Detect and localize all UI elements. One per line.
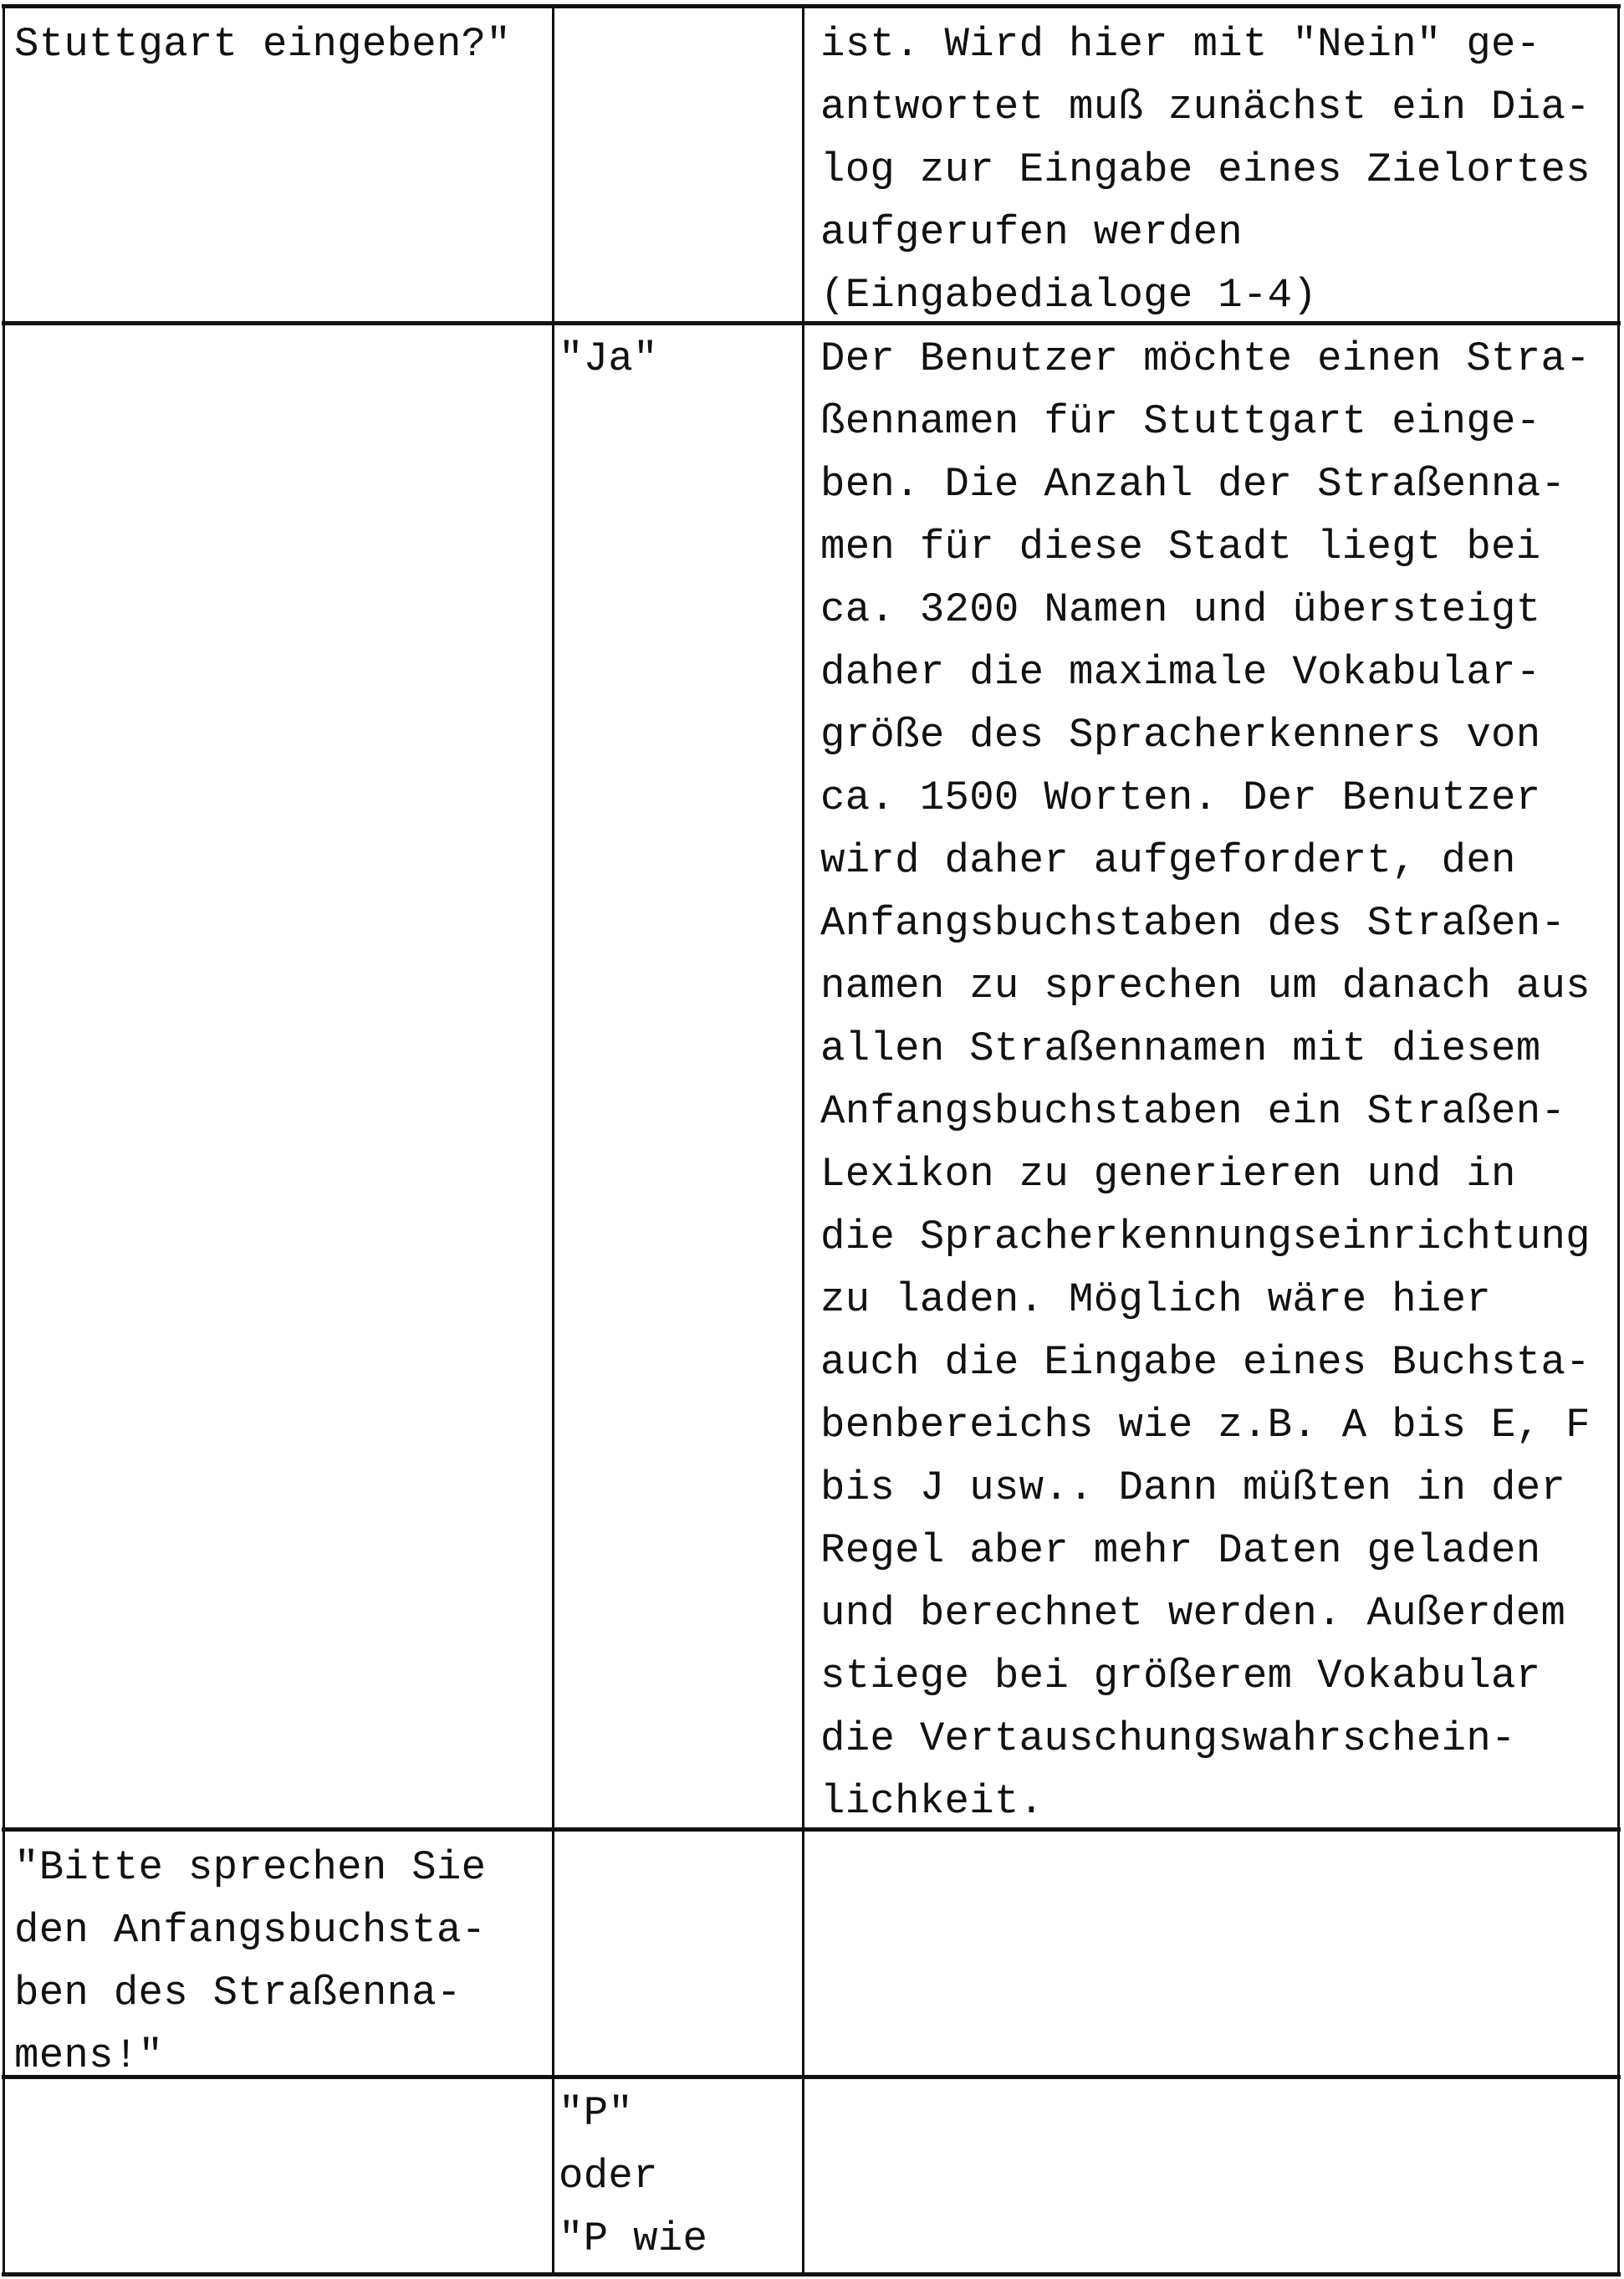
- text-line: ßennamen für Stuttgart einge-: [820, 391, 1591, 453]
- text-line: wird daher aufgefordert, den: [820, 830, 1591, 892]
- row-1-prompt: [14, 13, 511, 76]
- text-line: antwortet muß zunächst ein Dia-: [820, 76, 1591, 139]
- text-line: bis J usw.. Dann müßten in der: [820, 1457, 1591, 1520]
- column-divider: [802, 4, 804, 2276]
- text-line: ca. 3200 Namen und übersteigt: [820, 579, 1591, 641]
- text-line: aufgerufen werden: [820, 202, 1591, 264]
- table-border-left: [3, 4, 5, 2276]
- table-border-bottom: [2, 2272, 1621, 2276]
- text-line: daher die maximale Vokabular-: [820, 641, 1591, 704]
- text-line: auch die Eingabe eines Buchsta-: [820, 1331, 1591, 1394]
- text-line: oder: [559, 2145, 707, 2208]
- table-border-top: [2, 4, 1621, 8]
- text-line: ben. Die Anzahl der Straßenna-: [820, 453, 1591, 516]
- text-line: mens!": [14, 2025, 486, 2087]
- text-line: Stuttgart eingeben?": [14, 13, 511, 76]
- column-divider: [552, 4, 554, 2276]
- text-line: "Ja": [559, 328, 658, 391]
- text-line: log zur Eingabe eines Zielortes: [820, 139, 1591, 202]
- text-line: Der Benutzer möchte einen Stra-: [820, 328, 1591, 391]
- text-line: die Spracherkennungseinrichtung: [820, 1206, 1591, 1269]
- text-line: zu laden. Möglich wäre hier: [820, 1269, 1591, 1331]
- row-3-prompt: [14, 1837, 486, 2087]
- text-line: Regel aber mehr Daten geladen: [820, 1520, 1591, 1582]
- text-line: lichkeit.: [820, 1771, 1591, 1833]
- row-1-comment: [820, 13, 1591, 327]
- text-line: namen zu sprechen um danach aus: [820, 955, 1591, 1018]
- text-line: den Anfangsbuchsta-: [14, 1899, 486, 1962]
- text-line: stiege bei größerem Vokabular: [820, 1645, 1591, 1708]
- text-line: die Vertauschungswahrschein-: [820, 1708, 1591, 1771]
- text-line: "Bitte sprechen Sie: [14, 1837, 486, 1899]
- text-line: benbereichs wie z.B. A bis E, F: [820, 1394, 1591, 1457]
- row-2-answer: [559, 328, 658, 391]
- text-line: Lexikon zu generieren und in: [820, 1143, 1591, 1206]
- text-line: (Eingabedialoge 1-4): [820, 264, 1591, 327]
- text-line: Anfangsbuchstaben ein Straßen-: [820, 1081, 1591, 1143]
- text-line: ca. 1500 Worten. Der Benutzer: [820, 767, 1591, 830]
- text-line: men für diese Stadt liegt bei: [820, 516, 1591, 579]
- text-line: "P wie: [559, 2208, 707, 2271]
- text-line: und berechnet werden. Außerdem: [820, 1582, 1591, 1645]
- text-line: "P": [559, 2082, 707, 2145]
- row-2-comment: [820, 328, 1591, 1833]
- row-4-answer: [559, 2082, 707, 2271]
- text-line: ben des Straßenna-: [14, 1962, 486, 2025]
- table-border-right: [1617, 4, 1620, 2276]
- text-line: Anfangsbuchstaben des Straßen-: [820, 892, 1591, 955]
- text-line: größe des Spracherkenners von: [820, 704, 1591, 767]
- text-line: allen Straßennamen mit diesem: [820, 1018, 1591, 1081]
- text-line: ist. Wird hier mit "Nein" ge-: [820, 13, 1591, 76]
